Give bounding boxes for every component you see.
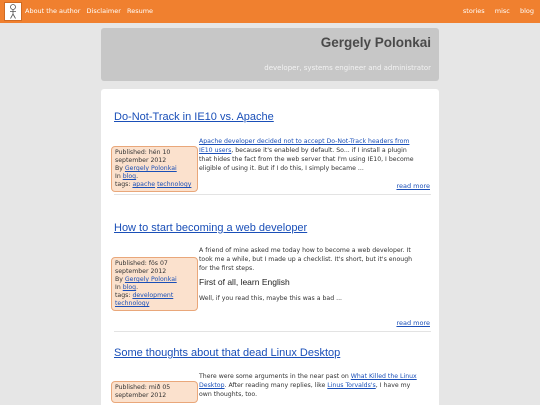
tag-link[interactable]: development: [132, 292, 174, 299]
tag-link[interactable]: technology: [157, 181, 192, 188]
post-item: [114, 111, 431, 123]
post-list: [101, 89, 439, 405]
post-meta-box: Published: hén 10 september 2012 By Gergely Polonkai In blog. tags: apache technology: [111, 146, 198, 192]
post-divider: [114, 331, 431, 332]
excerpt-subheading: First of all, learn English: [199, 277, 290, 287]
in-label: In: [115, 284, 121, 291]
read-more-link[interactable]: read more: [396, 319, 430, 327]
post-date-month: september 2012: [115, 392, 167, 399]
by-label: By: [115, 276, 123, 283]
post-date-month: september 2012: [115, 268, 167, 275]
post-title-link[interactable]: Some thoughts about that dead Linux Desktop: [114, 347, 341, 359]
post-title-link[interactable]: How to start becoming a web developer: [114, 222, 308, 234]
excerpt-link[interactable]: What Killed the Linux Desktop: [199, 373, 417, 389]
in-label: In: [115, 173, 121, 180]
author-link[interactable]: Gergely Polonkai: [124, 276, 177, 283]
tag-link[interactable]: technology: [115, 300, 150, 307]
by-label: By: [115, 165, 123, 172]
post-title-link[interactable]: Do-Not-Track in IE10 vs. Apache: [114, 111, 274, 123]
post-divider: [114, 194, 431, 195]
post-item: [114, 347, 431, 359]
category-link[interactable]: blog: [122, 284, 137, 291]
top-nav-bar: [0, 0, 540, 23]
post-meta-box: [111, 381, 198, 403]
post-date-month: september 2012: [115, 157, 167, 164]
category-link[interactable]: blog: [122, 173, 137, 180]
post-date: Published: mið 05: [115, 384, 171, 391]
read-more-link[interactable]: read more: [396, 182, 430, 190]
site-logo-icon[interactable]: [4, 2, 22, 21]
author-link[interactable]: Gergely Polonkai: [124, 165, 177, 172]
site-subtitle: developer, systems engineer and administrator: [264, 64, 431, 72]
nav-link-misc[interactable]: misc: [494, 7, 510, 15]
post-date: Published: fös 07: [115, 260, 168, 267]
nav-link-resume[interactable]: Resume: [126, 7, 154, 15]
post-meta-box: Published: fös 07 september 2012 By Gergely Polonkai In blog. tags: development technology: [111, 257, 198, 311]
post-item: [114, 222, 431, 234]
excerpt-text: , I have my own thoughts, too.: [199, 382, 411, 398]
post-excerpt: [199, 246, 419, 303]
site-header: [101, 28, 439, 81]
excerpt-text: , because it's enabled by default. So... if I install a plugin that hides the fact from the web server that I'm using IE10, I become eligible of using it. But if I do this, I simply became ...: [199, 147, 414, 172]
nav-link-disclaimer[interactable]: Disclaimer: [86, 7, 121, 15]
nav-link-about[interactable]: About the author: [25, 7, 81, 15]
nav-link-blog[interactable]: blog: [519, 7, 534, 15]
tag-link[interactable]: apache: [132, 181, 156, 188]
excerpt-text: There were some arguments in the near past on: [199, 373, 351, 380]
post-excerpt: [199, 137, 419, 173]
site-title[interactable]: Gergely Polonkai: [320, 35, 431, 50]
excerpt-text-2: Well, if you read this, maybe this was a bad ...: [199, 295, 343, 302]
excerpt-text: A friend of mine asked me today how to become a web developer. It took me a while, but I made up a checklist. It's short, but it's enough for the first steps.: [199, 247, 413, 272]
excerpt-text: . After reading many replies, like: [224, 382, 328, 389]
excerpt-link[interactable]: Apache developer decided not to accept Do-Not-Track headers from IE10 users: [199, 138, 410, 154]
nav-link-stories[interactable]: stories: [462, 7, 485, 15]
post-date: Published: hén 10: [115, 149, 171, 156]
tags-label: tags:: [115, 292, 131, 299]
post-excerpt: [199, 372, 419, 399]
tags-label: tags:: [115, 181, 131, 188]
excerpt-link[interactable]: Linus Torvalds's: [327, 382, 376, 389]
